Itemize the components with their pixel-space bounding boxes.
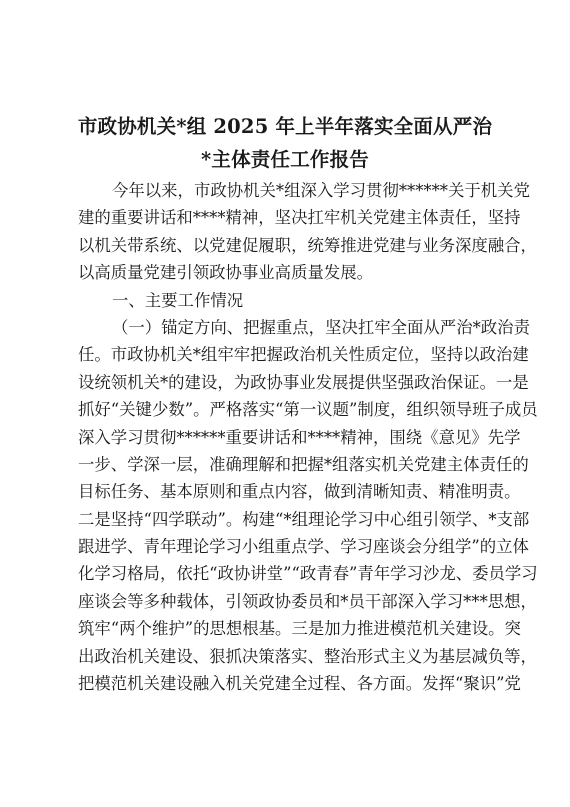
body-line-12: 目标任务、基本原则和重点内容，做到清晰知责、精准明责。 — [78, 482, 521, 502]
document-title-line-1: 市政协机关*组 2025 年上半年落实全面从严治 — [77, 115, 493, 138]
body-line-17: 筑牢“两个维护”的思想根基。三是加力推进模范机关建设。突 — [78, 619, 521, 639]
body-line-10: 深入学习贯彻******重要讲话和****精神，围绕《意见》先学 — [78, 427, 521, 447]
body-line-19: 把模范机关建设融入机关党建全过程、各方面。发挥“聚识”党 — [78, 674, 521, 694]
body-line-9: 抓好“关键少数”。严格落实“第一议题”制度，组织领导班子成员 — [78, 400, 538, 420]
body-line-16: 座谈会等多种载体，引领政协委员和*员干部深入学习***思想， — [78, 591, 537, 611]
section-heading: 一、主要工作情况 — [112, 290, 244, 310]
body-line-8: 设统领机关*的建设，为政协事业发展提供坚强政治保证。一是 — [78, 372, 529, 392]
body-line-7: 任。市政协机关*组牢牢把握政治机关性质定位，坚持以政治建 — [78, 345, 529, 365]
document-body — [78, 177, 538, 697]
body-line-15: 化学习格局，依托“政协讲堂”“政青春”青年学习沙龙、委员学习 — [78, 564, 538, 584]
body-line-3: 以机关带系统、以党建促履职，统筹推进党建与业务深度融合， — [78, 235, 537, 255]
document-title-line-2: *主体责任工作报告 — [201, 148, 369, 171]
body-line-2: 建的重要讲话和****精神，坚决扛牢机关党建主体责任，坚持 — [78, 208, 521, 228]
body-line-18: 出政治机关建设、狠抓决策落实、整治形式主义为基层减负等， — [78, 646, 537, 666]
body-line-11: 一步、学深一层，准确理解和把握*组落实机关党建主体责任的 — [78, 454, 529, 474]
body-line-14: 跟进学、青年理论学习小组重点学、学习座谈会分组学”的立体 — [78, 537, 529, 557]
subsection-heading-line: （一）锚定方向、把握重点，坚决扛牢全面从严治*政治责 — [112, 317, 530, 337]
body-line-4: 以高质量党建引领政协事业高质量发展。 — [78, 263, 374, 283]
body-line-1: 今年以来，市政协机关*组深入学习贯彻******关于机关党 — [112, 181, 530, 200]
body-line-13: 二是坚持“四学联动”。构建“*组理论学习中心组引领学、*支部 — [78, 509, 530, 529]
